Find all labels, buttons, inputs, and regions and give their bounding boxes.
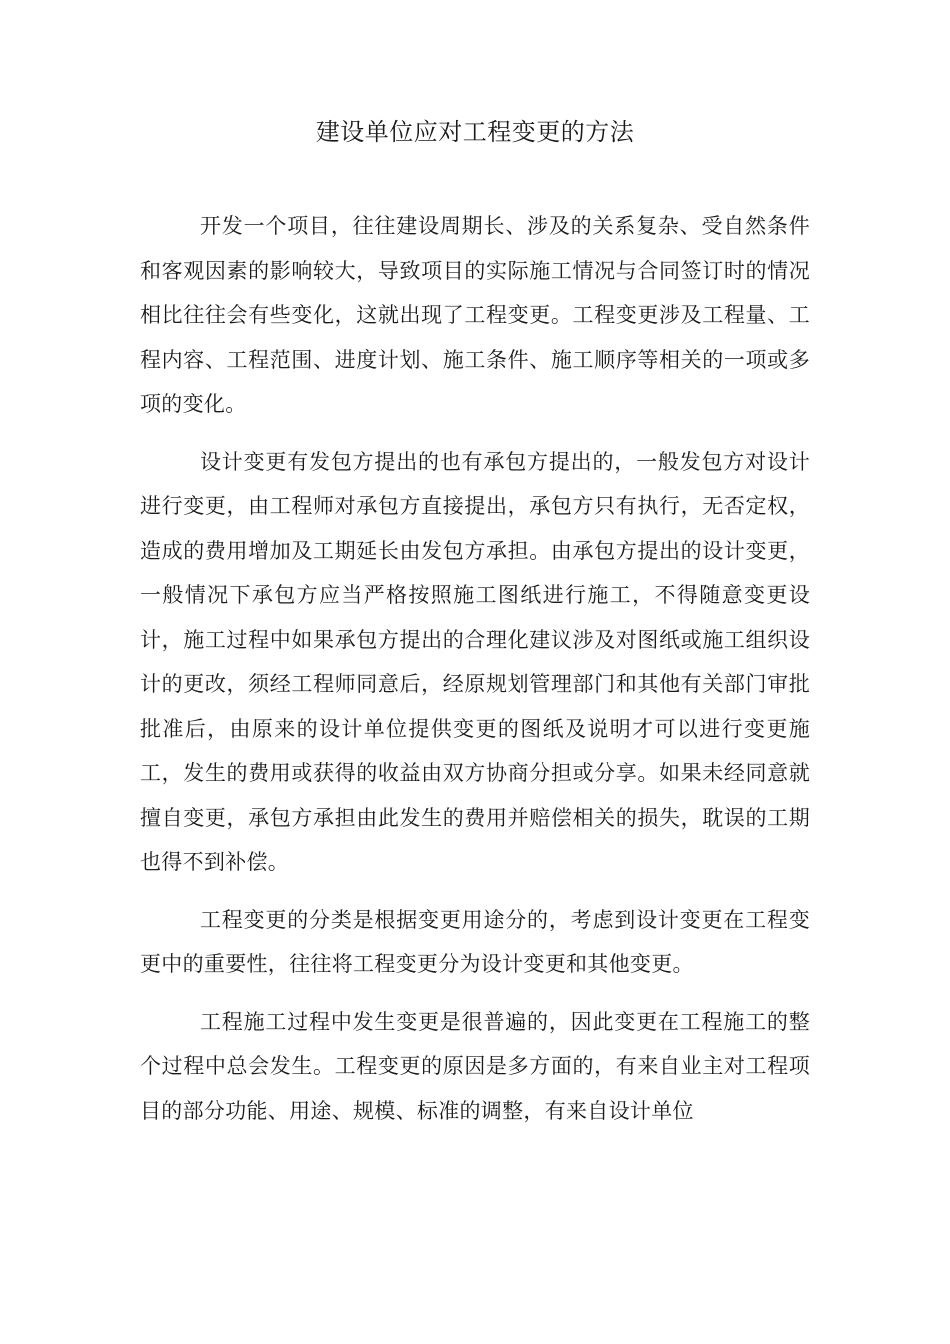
- document-body: [140, 204, 810, 1146]
- paragraph-2: 设计变更有发包方提出的也有承包方提出的，一般发包方对设计进行变更，由工程师对承包方直接提出，承包方只有执行，无否定权，造成的费用增加及工期延长由发包方承担。由承包方提出的设计变更，一般情况下承包方应当严格按照施工图纸进行施工，不得随意变更设计，施工过程中如果承包方提出的合理化建议涉及对图纸或施工组织设计的更改，须经工程师同意后，经原规划管理部门和其他有关部门审批批准后，由原来的设计单位提供变更的图纸及说明才可以进行变更施工，发生的费用或获得的收益由双方协商分担或分享。如果未经同意就擅自变更，承包方承担由此发生的费用并赔偿相关的损失，耽误的工期也得不到补偿。: [140, 449, 810, 874]
- paragraph-1: 开发一个项目，往往建设周期长、涉及的关系复杂、受自然条件和客观因素的影响较大，导致项目的实际施工情况与合同签订时的情况相比往往会有些变化，这就出现了工程变更。工程变更涉及工程量、工程内容、工程范围、进度计划、施工条件、施工顺序等相关的一项或多项的变化。: [140, 214, 810, 416]
- paragraph-4: 工程施工过程中发生变更是很普遍的，因此变更在工程施工的整个过程中总会发生。工程变更的原因是多方面的，有来自业主对工程项目的部分功能、用途、规模、标准的调整，有来自设计单位: [140, 1009, 810, 1123]
- paragraph-3: 工程变更的分类是根据变更用途分的，考虑到设计变更在工程变更中的重要性，往往将工程变更分为设计变更和其他变更。: [140, 907, 810, 976]
- document-title: 建设单位应对工程变更的方法: [315, 118, 635, 146]
